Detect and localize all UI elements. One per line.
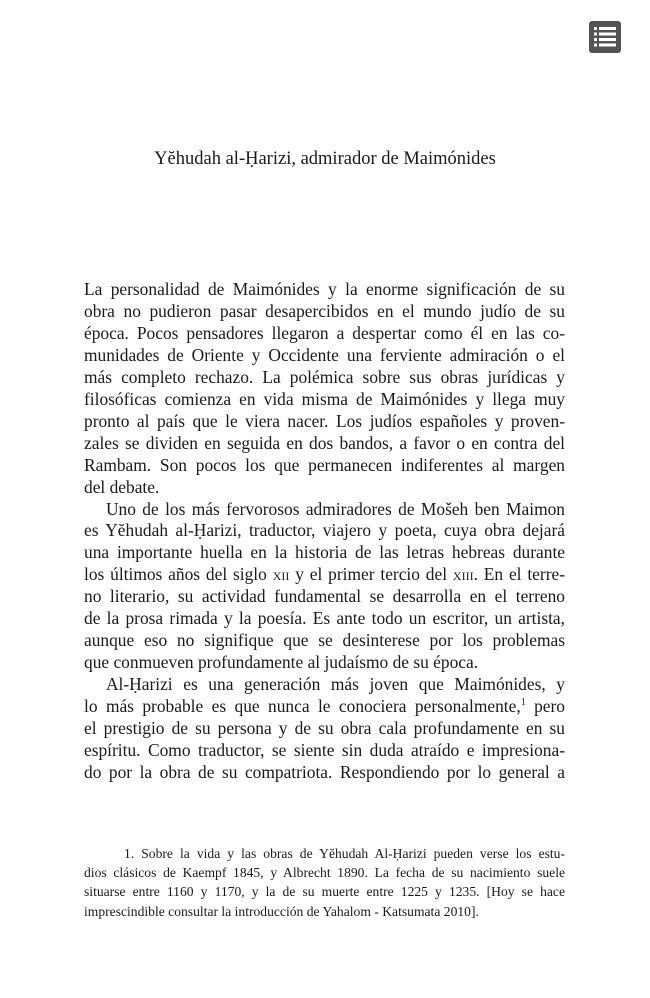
list-icon — [589, 21, 621, 53]
footnote — [84, 844, 565, 921]
paragraph-line: una importante huella en la historia de las letras hebreas durante — [84, 542, 565, 563]
chapter-title: Yĕhudah al-Ḥarizi, admirador de Maimónides — [154, 149, 496, 169]
paragraph-line: que conmueven profundamente al judaísmo de su época. — [84, 652, 479, 673]
paragraph-line: do por la obra de su compatriota. Respondiendo por lo general a — [84, 761, 565, 782]
paragraph-line: pronto al país que le viera nacer. Los judíos españoles y proven- — [84, 410, 565, 431]
paragraph-line: munidades de Oriente y Occidente una ferviente admiración o el — [84, 344, 565, 365]
paragraph-line: del debate. — [84, 476, 160, 497]
paragraph-line: es Yĕhudah al-Ḥarizi, traductor, viajero y poeta, cuya obra dejará — [84, 520, 565, 541]
paragraph-line: espíritu. Como traductor, se siente sin duda atraído e impresiona- — [84, 740, 565, 761]
paragraph-line: Al-Ḥarizi es una generación más joven que Maimónides, y — [106, 674, 565, 695]
footnote-ref[interactable]: 1 — [520, 697, 526, 709]
paragraph-text: pero — [525, 696, 566, 717]
paragraph-line: más completo rechazo. La polémica sobre sus obras jurídicas y — [84, 366, 565, 387]
paragraph-line: Uno de los más fervorosos admiradores de Mošeh ben Maimon — [106, 498, 565, 519]
footnote-line: 1. Sobre la vida y las obras de Yĕhudah Al-Ḥarizi pueden verse los estu- — [124, 846, 565, 861]
paragraph-line: zales se dividen en seguida en dos bandos, a favor o en contra del — [84, 432, 565, 453]
paragraph-line: La personalidad de Maimónides y la enorme significación de su — [84, 279, 565, 299]
paragraph-line: Rambam. Son pocos los que permanecen indiferentes al margen — [84, 454, 565, 475]
footnote-line: situarse entre 1160 y 1170, y la de su muerte entre 1225 y 1235. [Hoy se hace — [84, 884, 565, 900]
paragraph-line: filosóficas comienza en vida misma de Maimónides y llega muy — [84, 388, 565, 409]
paragraph-line: de la prosa rimada y la poesía. Es ante todo un escritor, un artista, — [84, 608, 565, 629]
table-of-contents-button[interactable] — [589, 21, 621, 53]
footnote-line: dios clásicos de Kaempf 1845, y Albrecht 1890. La fecha de su nacimiento suele — [84, 865, 565, 881]
paragraph-line: época. Pocos pensadores llegaron a despertar como él en las co- — [84, 322, 565, 343]
paragraph-line-with-note — [84, 696, 565, 718]
paragraph-line: los últimos años del siglo xii y el primer tercio del xiii. En el terre- — [84, 564, 565, 585]
body-text — [84, 279, 565, 784]
paragraph-text: lo más probable es que nunca le conociera personalmente, — [84, 696, 521, 717]
paragraph-line: obra no pudieron pasar desapercibidos en el mundo judío de su — [84, 300, 565, 321]
paragraph-line: aunque eso no signifique que se desinterese por los problemas — [84, 630, 565, 651]
paragraph-line: el prestigio de su persona y de su obra cala profundamente en su — [84, 718, 565, 739]
footnote-line: imprescindible consultar la introducción de Yahalom - Katsumata 2010]. — [84, 903, 479, 919]
paragraph-line: no literario, su actividad fundamental se desarrolla en el terreno — [84, 586, 565, 607]
